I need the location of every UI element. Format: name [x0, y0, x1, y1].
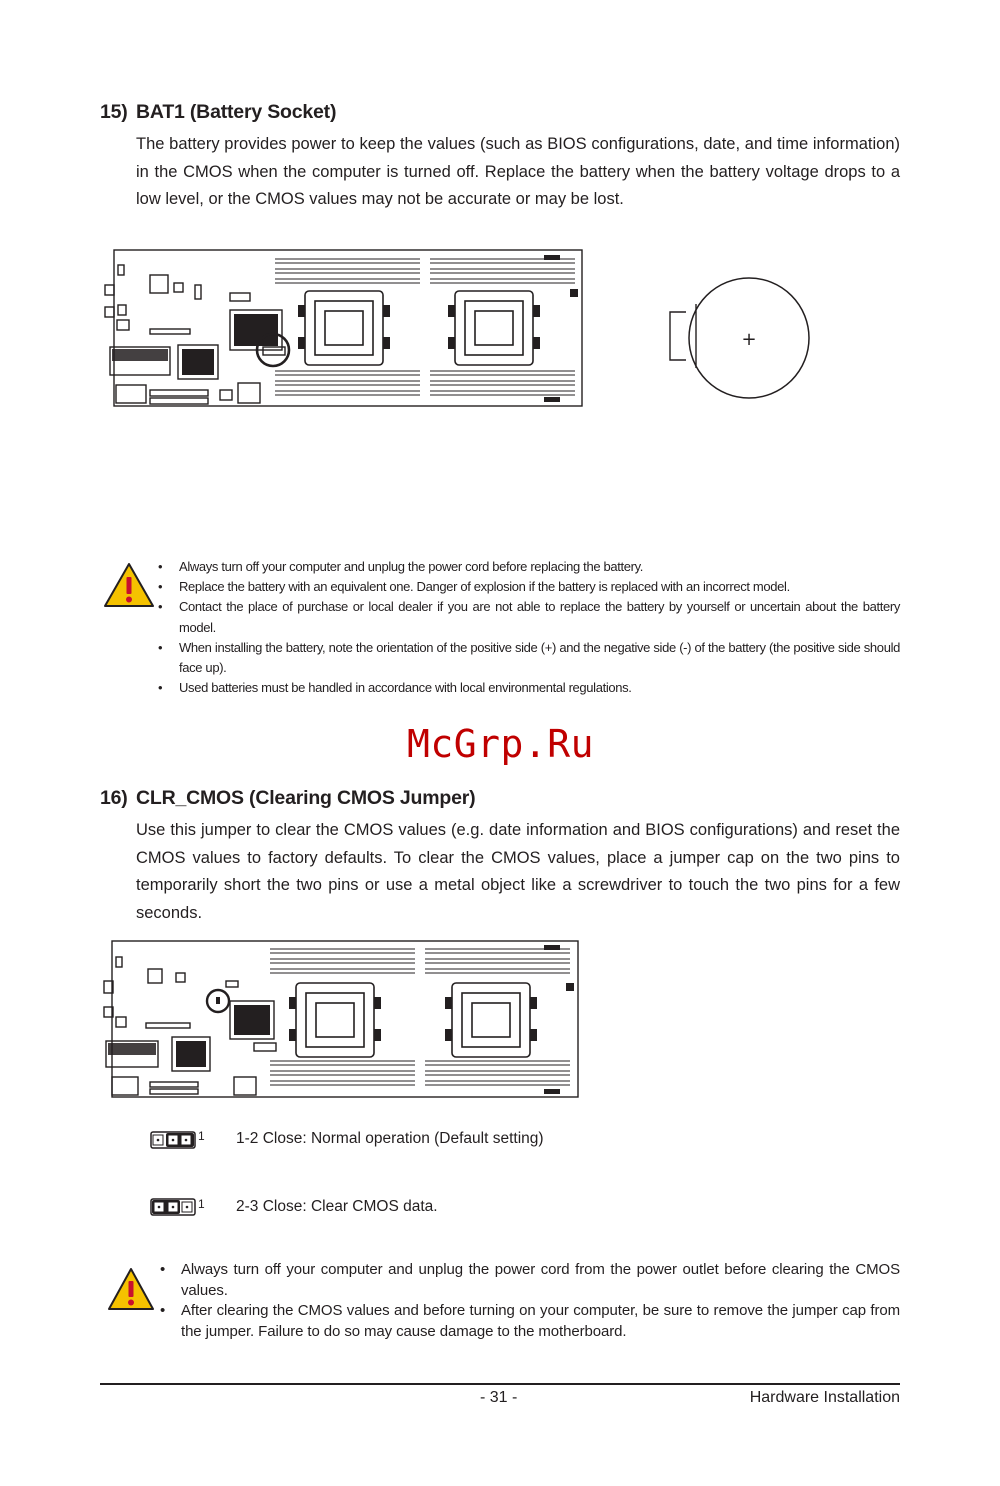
footer-rule: [100, 1383, 900, 1385]
section-16-body: Use this jumper to clear the CMOS values (e.g. date information and BIOS configurations) and reset the CMOS values to factory defaults. To clear the CMOS values, place a jumper cap on the two pins to temporarily short the two pins or use a metal object like a screwdriver to touch the two pins for a few seconds.: [136, 821, 900, 922]
battery-positive-symbol: +: [741, 329, 757, 350]
section-16-number: 16): [100, 787, 128, 809]
warning-item: • After clearing the CMOS values and before turning on your computer, be sure to remove the jumper cap from the jumper. Failure to do so may cause damage to the motherboard.: [181, 1301, 900, 1342]
motherboard-diagram-bat1: [100, 245, 590, 411]
warning-item: • Replace the battery with an equivalent one. Danger of explosion if the battery is replaced with an incorrect model.: [179, 577, 900, 597]
battery-socket-diagram: [666, 274, 812, 406]
battery-warning-list: [179, 557, 900, 698]
motherboard-diagram-clr-cmos: [100, 937, 586, 1105]
section-15-heading: [100, 101, 336, 124]
section-16-title: CLR_CMOS (Clearing CMOS Jumper): [136, 787, 476, 809]
jumper-setting-clear: 2-3 Close: Clear CMOS data.: [236, 1198, 438, 1215]
warning-item: • Used batteries must be handled in accordance with local environmental regulations.: [179, 678, 900, 698]
watermark: McGrp.Ru: [407, 722, 595, 766]
pin-1-label: 1: [198, 1197, 205, 1211]
jumper-normal-icon: [150, 1130, 196, 1150]
jumper-setting-normal: 1-2 Close: Normal operation (Default setting): [236, 1130, 544, 1147]
warning-item: • Always turn off your computer and unplug the power cord before replacing the battery.: [179, 557, 900, 577]
section-16-heading: [100, 787, 475, 810]
caution-icon: [107, 1266, 155, 1312]
warning-item: • When installing the battery, note the orientation of the positive side (+) and the negative side (-) of the battery (the positive side should face up).: [179, 638, 900, 678]
section-15-number: 15): [100, 101, 128, 123]
caution-icon: [103, 561, 155, 609]
warning-item: • Contact the place of purchase or local dealer if you are not able to replace the battery by yourself or uncertain about the battery model.: [179, 597, 900, 637]
section-15-title: BAT1 (Battery Socket): [136, 101, 337, 123]
jumper-clear-icon: [150, 1197, 196, 1217]
warning-item: • Always turn off your computer and unplug the power cord from the power outlet before clearing the CMOS values.: [181, 1260, 900, 1301]
page-number: - 31 -: [480, 1389, 518, 1406]
section-15-body: The battery provides power to keep the values (such as BIOS configurations, date, and time information) in the CMOS when the computer is turned off. Replace the battery when the battery voltage drops to a low level, or the CMOS values may not be accurate or may be lost.: [136, 135, 900, 208]
clr-cmos-warning-list: [181, 1260, 900, 1342]
footer-section-name: Hardware Installation: [749, 1389, 900, 1406]
pin-1-label: 1: [198, 1129, 205, 1143]
